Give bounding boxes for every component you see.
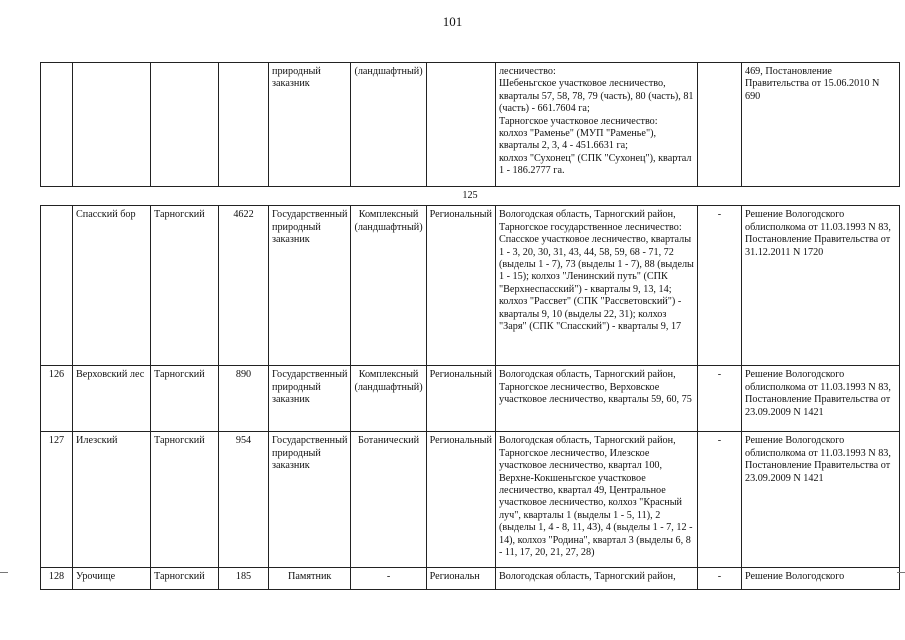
cell-name: Спасский бор xyxy=(73,206,151,366)
cell-significance: Региональный xyxy=(426,206,495,366)
cell-name: Илезский xyxy=(73,432,151,568)
scan-edge-mark-right xyxy=(897,572,905,573)
cell-location: Вологодская область, Тарногский район, Тарногское государственное лесничество: Спасское участковое лесничество, кварталы 1 - 3, 20, 30, 31, 43, 44, 58, 59, 68 - 71, 72 (выделы 1 - 7), 73 (выделы 1 - 7), 88 (выделы 1 - 15); колхоз "Ленинский путь" (СПК "Верхнеспасский") - кварталы 9, 13, 14; колхоз "Рассвет" (СПК "Рассветовский") - кварталы 9, 10 (выделы 22, 31); колхоз "Заря" (СПК "Спасский") - кварталы 9, 17 xyxy=(495,206,697,366)
cell-profile: Ботанический xyxy=(351,432,426,568)
cell-category: природный заказник xyxy=(269,63,351,187)
cell-num: 126 xyxy=(41,366,73,432)
cell-dash: - xyxy=(697,432,741,568)
table-row xyxy=(41,206,900,366)
table-row xyxy=(41,366,900,432)
table-row xyxy=(41,432,900,568)
cell-doc: 469, Постановление Правительства от 15.06.2010 N 690 xyxy=(741,63,899,187)
cell-category: Памятник xyxy=(269,568,351,590)
cell-district: Тарногский xyxy=(151,366,219,432)
page-number: 101 xyxy=(442,14,463,29)
cell-profile: - xyxy=(351,568,426,590)
cell-location: Вологодская область, Тарногский район, Тарногское лесничество, Илезское участковое лесничество, квартал 100, Верхне-Кокшеньгское участковое лесничество, квартал 49, Центральное участковое лесничество, колхоз "Красный луч", кварталы 1 (выделы 1 - 5, 11), 2 (выделы 1, 4 - 8, 11, 43), 4 (выделы 1 - 7, 12 - 14), колхоз "Родина", квартал 3 (выделы 6, 8 - 11, 17, 20, 21, 27, 28) xyxy=(495,432,697,568)
cell-doc: Решение Вологодского облисполкома от 11.03.1993 N 83, Постановление Правительства от 23.09.2009 N 1421 xyxy=(741,432,899,568)
cell-dash: - xyxy=(697,568,741,590)
cell-profile: Комплексный (ландшафтный) xyxy=(351,206,426,366)
cell-district: Тарногский xyxy=(151,568,219,590)
cell-location: Вологодская область, Тарногский район, Тарногское лесничество, Верховское участковое лесничество, кварталы 59, 60, 75 xyxy=(495,366,697,432)
cell-num xyxy=(41,63,73,187)
cell-name: Верховский лес xyxy=(73,366,151,432)
cell-location: лесничество: Шебеньгское участковое лесничество, кварталы 57, 58, 78, 79 (часть), 80 (часть), 81 (часть) - 661.7604 га; Тарногское участковое лесничество: колхоз "Раменье" (МУП "Раменье"), кварталы 2, 3, 4 - 451.6631 га; колхоз "Сухонец" (СПК "Сухонец"), квартал 1 - 186.2777 га. xyxy=(495,63,697,187)
cell-dash: - xyxy=(697,366,741,432)
cell-name: Урочище xyxy=(73,568,151,590)
cell-district: Тарногский xyxy=(151,432,219,568)
cell-area: 890 xyxy=(219,366,269,432)
cell-name xyxy=(73,63,151,187)
cell-num: 127 xyxy=(41,432,73,568)
scan-edge-mark-left xyxy=(0,572,8,573)
cell-category: Государственный природный заказник xyxy=(269,432,351,568)
cell-doc: Решение Вологодского облисполкома от 11.03.1993 N 83, Постановление Правительства от 23.09.2009 N 1421 xyxy=(741,366,899,432)
cell-doc: Решение Вологодского xyxy=(741,568,899,590)
cell-area: 185 xyxy=(219,568,269,590)
table-row xyxy=(41,568,900,590)
cell-num: 128 xyxy=(41,568,73,590)
cell-category: Государственный природный заказник xyxy=(269,366,351,432)
cell-significance: Региональный xyxy=(426,366,495,432)
cell-area xyxy=(219,63,269,187)
cell-dash xyxy=(697,63,741,187)
cell-significance xyxy=(426,63,495,187)
cell-district: Тарногский xyxy=(151,206,219,366)
cell-profile: Комплексный (ландшафтный) xyxy=(351,366,426,432)
cell-district xyxy=(151,63,219,187)
cell-location: Вологодская область, Тарногский район, xyxy=(495,568,697,590)
cell-doc: Решение Вологодского облисполкома от 11.03.1993 N 83, Постановление Правительства от 31.12.2011 N 1720 xyxy=(741,206,899,366)
table-row-continuation xyxy=(41,63,900,187)
cell-dash: - xyxy=(697,206,741,366)
cell-profile: (ландшафтный) xyxy=(351,63,426,187)
cell-area: 954 xyxy=(219,432,269,568)
protected-areas-table xyxy=(40,62,900,590)
cell-area: 4622 xyxy=(219,206,269,366)
cell-category: Государственный природный заказник xyxy=(269,206,351,366)
table-subheader-row xyxy=(41,187,900,206)
subheader-number: 125 xyxy=(41,187,900,206)
cell-significance: Региональн xyxy=(426,568,495,590)
cell-num xyxy=(41,206,73,366)
cell-significance: Региональный xyxy=(426,432,495,568)
